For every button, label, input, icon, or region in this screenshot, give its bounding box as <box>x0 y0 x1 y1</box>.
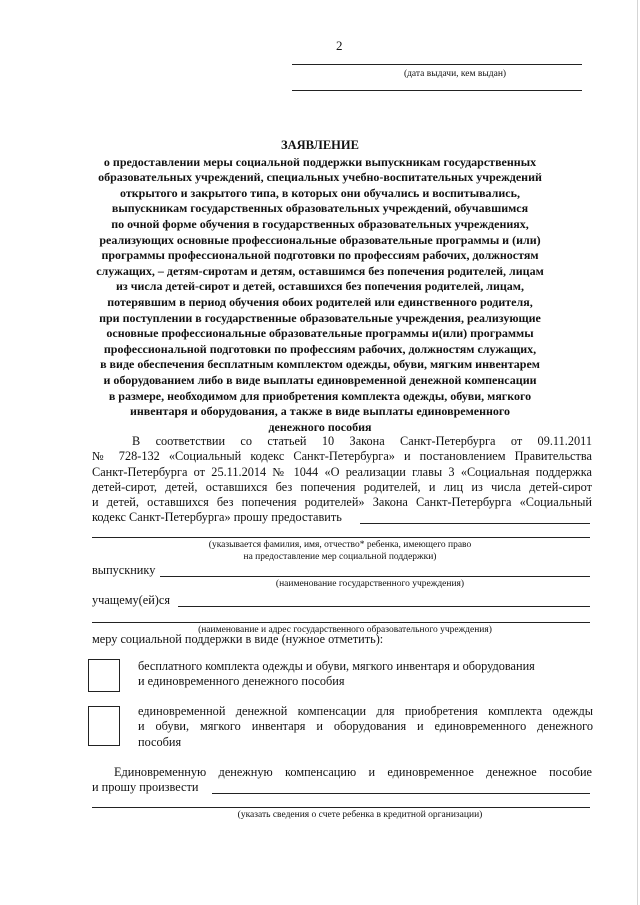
title-line: открытого и закрытого типа, в которых они обучались и воспитывались, <box>120 185 520 200</box>
title-line: денежного пособия <box>268 419 372 434</box>
intro-line: Санкт-Петербурга от 25.11.2014 № 1044 «О реализации главы 3 «Социальная поддержка <box>92 464 592 479</box>
option-1-text <box>138 659 593 690</box>
title-line: выпускникам государственных образовательных учреждений, обучавшимся <box>111 201 529 216</box>
payment-text-line-1: Единовременную денежную компенсацию и единовременное денежное пособие <box>114 765 592 779</box>
title-line: и оборудованием либо в виде выплаты единовременной денежной компенсации <box>103 372 537 387</box>
title-line: в виде обеспечения бесплатным комплектом одежды, обуви, мягким инвентарем <box>100 357 540 372</box>
title-line: потерявшим в период обучения обоих родителей или единственного родителя, <box>107 294 533 309</box>
option-1-checkbox[interactable] <box>88 659 120 692</box>
application-heading: ЗАЯВЛЕНИЕ <box>281 138 359 152</box>
intro-last-line: кодекс Санкт-Петербурга» прошу предоставить <box>92 510 342 524</box>
option-1-line-1: бесплатного комплекта одежды и обуви, мягкого инвентаря и оборудования <box>138 659 535 673</box>
page-number: 2 <box>336 38 343 53</box>
title-line: основные профессиональные образовательные программы и(или) программы <box>106 326 534 341</box>
payment-account-field[interactable] <box>212 793 590 794</box>
child-name-caption-1: (указывается фамилия, имя, отчество* ребенка, имеющего право <box>208 540 472 550</box>
institution-caption: (наименование государственного учреждения) <box>275 579 465 589</box>
option-1-line-2: и единовременного денежного пособия <box>138 674 345 689</box>
intro-paragraph <box>92 434 592 510</box>
option-2-line-2: и обуви, мягкого инвентаря и оборудования и единовременного денежного <box>138 719 593 734</box>
issue-date-caption: (дата выдачи, кем выдан) <box>403 69 507 79</box>
graduate-institution-field[interactable] <box>160 576 590 577</box>
option-2-text <box>138 704 593 750</box>
title-line: программы профессиональной подготовки по профессиям рабочих, должностям <box>101 248 539 263</box>
issue-date-line-2 <box>292 90 582 91</box>
institution-address-caption: (наименование и адрес государственного образовательного учреждения) <box>198 625 492 635</box>
title-line: о предоставлении меры социальной поддержки выпускникам государственных <box>103 154 537 169</box>
title-line: инвентаря и оборудования, а также в виде выплаты единовременного <box>129 404 511 419</box>
title-line: реализующих основные профессиональные образовательные программы и (или) <box>99 232 541 247</box>
application-title <box>70 138 570 435</box>
intro-line: № 728-132 «Социальный кодекс Санкт-Петербурга» и постановлением Правительства <box>92 449 592 464</box>
child-name-caption-2: на предоставление мер социальной поддержки) <box>243 552 437 562</box>
option-2-line-3: пособия <box>138 734 182 749</box>
account-caption: (указать сведения о счете ребенка в кредитной организации) <box>237 810 483 820</box>
student-institution-field[interactable] <box>178 606 590 607</box>
option-2-line-1: единовременной денежной компенсации для приобретения комплекта одежды <box>138 704 593 718</box>
title-line: профессиональной подготовки по профессиям рабочих, должностям служащих, <box>103 341 537 356</box>
measure-prompt: меру социальной поддержки в виде (нужное отметить): <box>92 632 384 646</box>
issue-date-line <box>292 64 582 65</box>
graduate-label: выпускнику <box>92 563 156 577</box>
child-name-field-2[interactable] <box>92 537 590 538</box>
scan-edge-mark <box>637 0 638 905</box>
option-2-checkbox[interactable] <box>88 706 120 746</box>
student-label: учащему(ей)ся <box>92 593 170 607</box>
intro-line: детей-сирот, детей, оставшихся без попечения родителей, и лиц из числа детей-сирот <box>92 479 592 494</box>
title-line: из числа детей-сирот и детей, оставшихся без попечения родителей, лицам, <box>116 279 524 294</box>
title-line: служащих, – детям-сиротам и детям, оставшимся без попечения родителей, лицам <box>96 263 544 278</box>
title-line: в размере, необходимом для приобретения комплекта одежды, обуви, мягкого <box>108 388 532 403</box>
payment-account-field-2[interactable] <box>92 807 590 808</box>
title-line: образовательных учреждений, специальных учебно-воспитательных учреждений <box>98 170 542 185</box>
title-line: по очной форме обучения в государственных образовательных учреждениях, <box>111 216 529 231</box>
student-institution-field-2[interactable] <box>92 622 590 623</box>
title-line: при поступлении в государственные образовательные учреждения, реализующие <box>99 310 541 325</box>
child-name-field[interactable] <box>360 523 590 524</box>
intro-line: В соответствии со статьей 10 Закона Санкт-Петербурга от 09.11.2011 <box>132 434 592 448</box>
intro-line: и детей, оставшихся без попечения родителей» Закона Санкт-Петербурга «Социальный <box>92 495 592 510</box>
payment-text-line-2: и прошу произвести <box>92 780 199 794</box>
